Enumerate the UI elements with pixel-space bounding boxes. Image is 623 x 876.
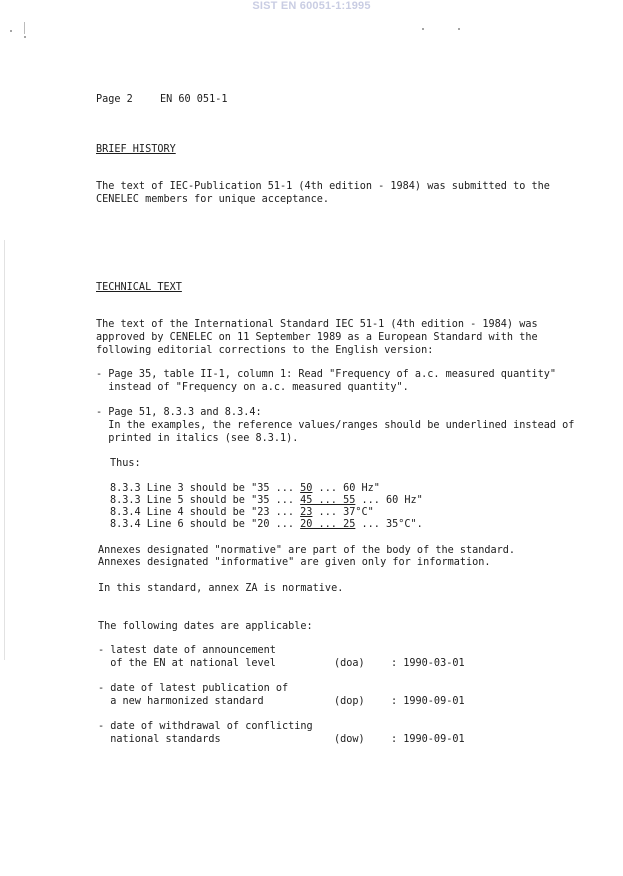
correction-item: - Page 51, 8.3.3 and 8.3.4:: [96, 407, 262, 418]
correction-item: In the examples, the reference values/ranges should be underlined instead of: [96, 420, 575, 431]
watermark: SIST EN 60051-1:1995: [252, 0, 371, 12]
correction-item: - Page 35, table II-1, column 1: Read "Frequency of a.c. measured quantity": [96, 369, 557, 380]
brief-history-line: The text of IEC-Publication 51-1 (4th edition - 1984) was submitted to the: [96, 181, 550, 192]
annexes-line: Annexes designated "normative" are part of the body of the standard.: [98, 545, 516, 556]
dates-intro: The following dates are applicable:: [98, 621, 313, 632]
annex-za-statement: In this standard, annex ZA is normative.: [98, 583, 344, 594]
correction-item: instead of "Frequency on a.c. measured quantity".: [96, 382, 409, 393]
intro-line: The text of the International Standard IEC 51-1 (4th edition - 1984) was: [96, 319, 538, 330]
example-line: 8.3.3 Line 3 should be "35 ... 50 ... 60 Hz": [110, 483, 380, 494]
date-item-value: : 1990-03-01: [391, 658, 465, 669]
annexes-line: Annexes designated "informative" are given only for information.: [98, 557, 491, 568]
date-item-label: a new harmonized standard: [98, 696, 264, 707]
scan-edge: [4, 240, 5, 660]
technical-text-heading: TECHNICAL TEXT: [96, 282, 182, 293]
date-item-value: : 1990-09-01: [391, 734, 465, 745]
scan-speck: [10, 30, 12, 32]
brief-history-line: CENELEC members for unique acceptance.: [96, 194, 330, 205]
date-item-label: - date of withdrawal of conflicting: [98, 721, 313, 732]
intro-line: approved by CENELEC on 11 September 1989 as a European Standard with the: [96, 332, 538, 343]
example-line: 8.3.4 Line 4 should be "23 ... 23 ... 37°C": [110, 507, 374, 518]
intro-line: following editorial corrections to the English version:: [96, 345, 434, 356]
example-line: 8.3.4 Line 6 should be "20 ... 20 ... 25 ... 35°C".: [110, 519, 423, 530]
thus-label: Thus:: [110, 458, 141, 469]
date-item-value: : 1990-09-01: [391, 696, 465, 707]
document-id: EN 60 051-1: [160, 94, 228, 105]
scan-speck: [24, 36, 26, 38]
example-line: 8.3.3 Line 5 should be "35 ... 45 ... 55 ... 60 Hz": [110, 495, 423, 506]
date-item-label: - latest date of announcement: [98, 645, 276, 656]
correction-item: printed in italics (see 8.3.1).: [96, 433, 299, 444]
date-item-code: (dow): [334, 734, 365, 745]
date-item-code: (dop): [334, 696, 365, 707]
brief-history-heading: BRIEF HISTORY: [96, 144, 176, 155]
date-item-code: (doa): [334, 658, 365, 669]
date-item-label: national standards: [98, 734, 221, 745]
date-item-label: - date of latest publication of: [98, 683, 289, 694]
scan-speck: [458, 28, 460, 30]
date-item-label: of the EN at national level: [98, 658, 276, 669]
scan-mark: [24, 22, 25, 34]
page-number: Page 2: [96, 94, 133, 105]
scan-speck: [422, 28, 424, 30]
